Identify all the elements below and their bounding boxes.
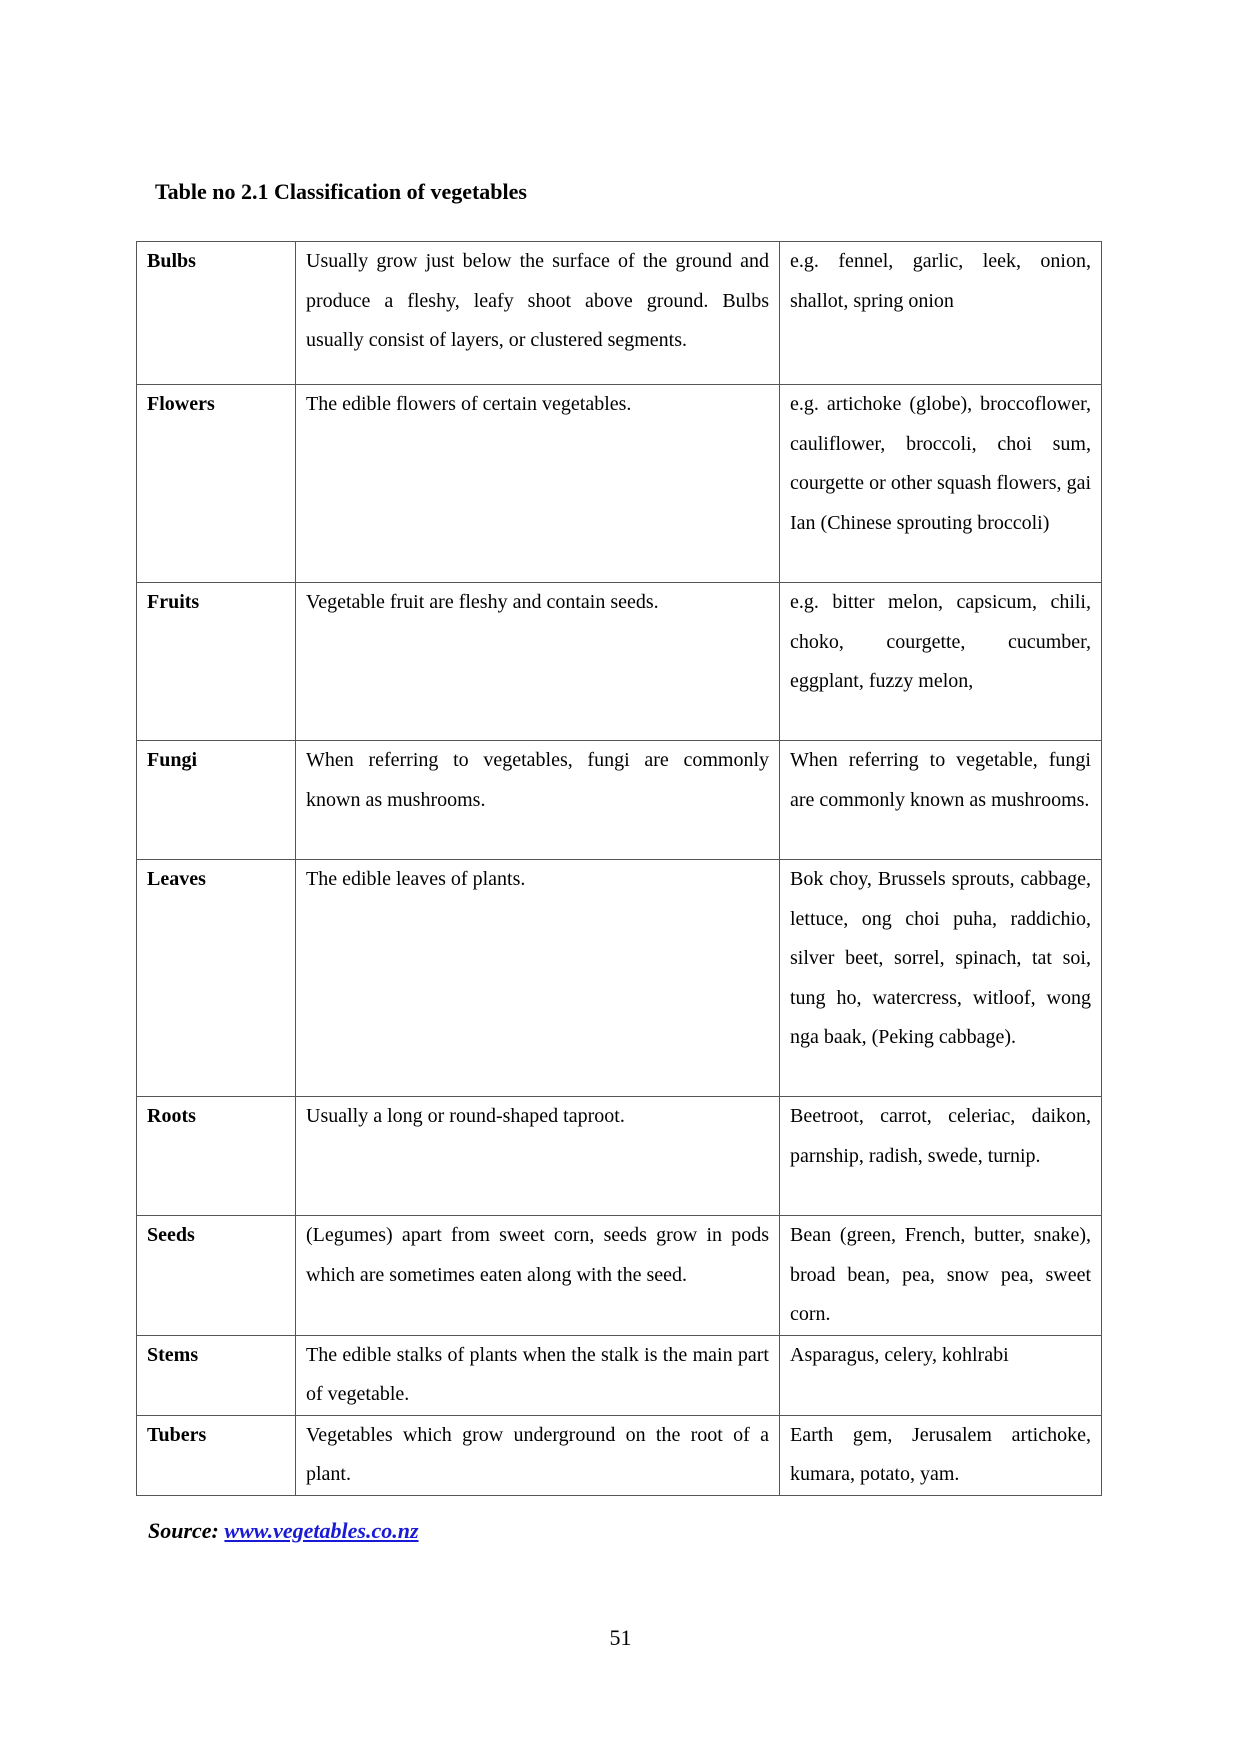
table-row [137,1216,1102,1336]
table-row [137,860,1102,1097]
examples-cell: Beetroot, carrot, celeriac, daikon, parnship, radish, swede, turnip. [780,1097,1102,1216]
description-cell: Vegetable fruit are fleshy and contain seeds. [296,583,780,741]
category-cell: Fungi [137,741,296,860]
description-cell: Vegetables which grow underground on the root of a plant. [296,1415,780,1495]
table-row [137,242,1102,385]
examples-cell: Bok choy, Brussels sprouts, cabbage, lettuce, ong choi puha, raddichio, silver beet, sorrel, spinach, tat soi, tung ho, watercress, witloof, wong nga baak, (Peking cabbage). [780,860,1102,1097]
table-row [137,385,1102,583]
examples-cell: e.g. artichoke (globe), broccoflower, cauliflower, broccoli, choi sum, courgette or other squash flowers, gai Ian (Chinese sprouting broccoli) [780,385,1102,583]
table-row [137,583,1102,741]
examples-cell: e.g. bitter melon, capsicum, chili, choko, courgette, cucumber, eggplant, fuzzy melon, [780,583,1102,741]
examples-cell: Bean (green, French, butter, snake), broad bean, pea, snow pea, sweet corn. [780,1216,1102,1336]
page-number: 51 [609,1625,632,1650]
category-cell: Tubers [137,1415,296,1495]
description-cell: Usually grow just below the surface of the ground and produce a fleshy, leafy shoot above ground. Bulbs usually consist of layers, or clustered segments. [296,242,780,385]
description-cell: The edible flowers of certain vegetables. [296,385,780,583]
classification-table [136,241,1102,1496]
description-cell: The edible stalks of plants when the stalk is the main part of vegetable. [296,1335,780,1415]
description-cell: Usually a long or round-shaped taproot. [296,1097,780,1216]
category-cell: Fruits [137,583,296,741]
table-row [137,1097,1102,1216]
source-label: Source: [148,1518,219,1543]
examples-cell: e.g. fennel, garlic, leek, onion, shallot, spring onion [780,242,1102,385]
table-row [137,741,1102,860]
category-cell: Stems [137,1335,296,1415]
description-cell: The edible leaves of plants. [296,860,780,1097]
description-cell: (Legumes) apart from sweet corn, seeds grow in pods which are sometimes eaten along with the seed. [296,1216,780,1336]
category-cell: Leaves [137,860,296,1097]
table-row [137,1335,1102,1415]
table-row [137,1415,1102,1495]
source-link[interactable]: www.vegetables.co.nz [224,1518,419,1543]
category-cell: Roots [137,1097,296,1216]
examples-cell: Asparagus, celery, kohlrabi [780,1335,1102,1415]
page-title: Table no 2.1 Classification of vegetables [155,179,527,204]
category-cell: Bulbs [137,242,296,385]
category-cell: Flowers [137,385,296,583]
examples-cell: Earth gem, Jerusalem artichoke, kumara, potato, yam. [780,1415,1102,1495]
description-cell: When referring to vegetables, fungi are commonly known as mushrooms. [296,741,780,860]
category-cell: Seeds [137,1216,296,1336]
examples-cell: When referring to vegetable, fungi are commonly known as mushrooms. [780,741,1102,860]
source-citation [148,1516,419,1546]
